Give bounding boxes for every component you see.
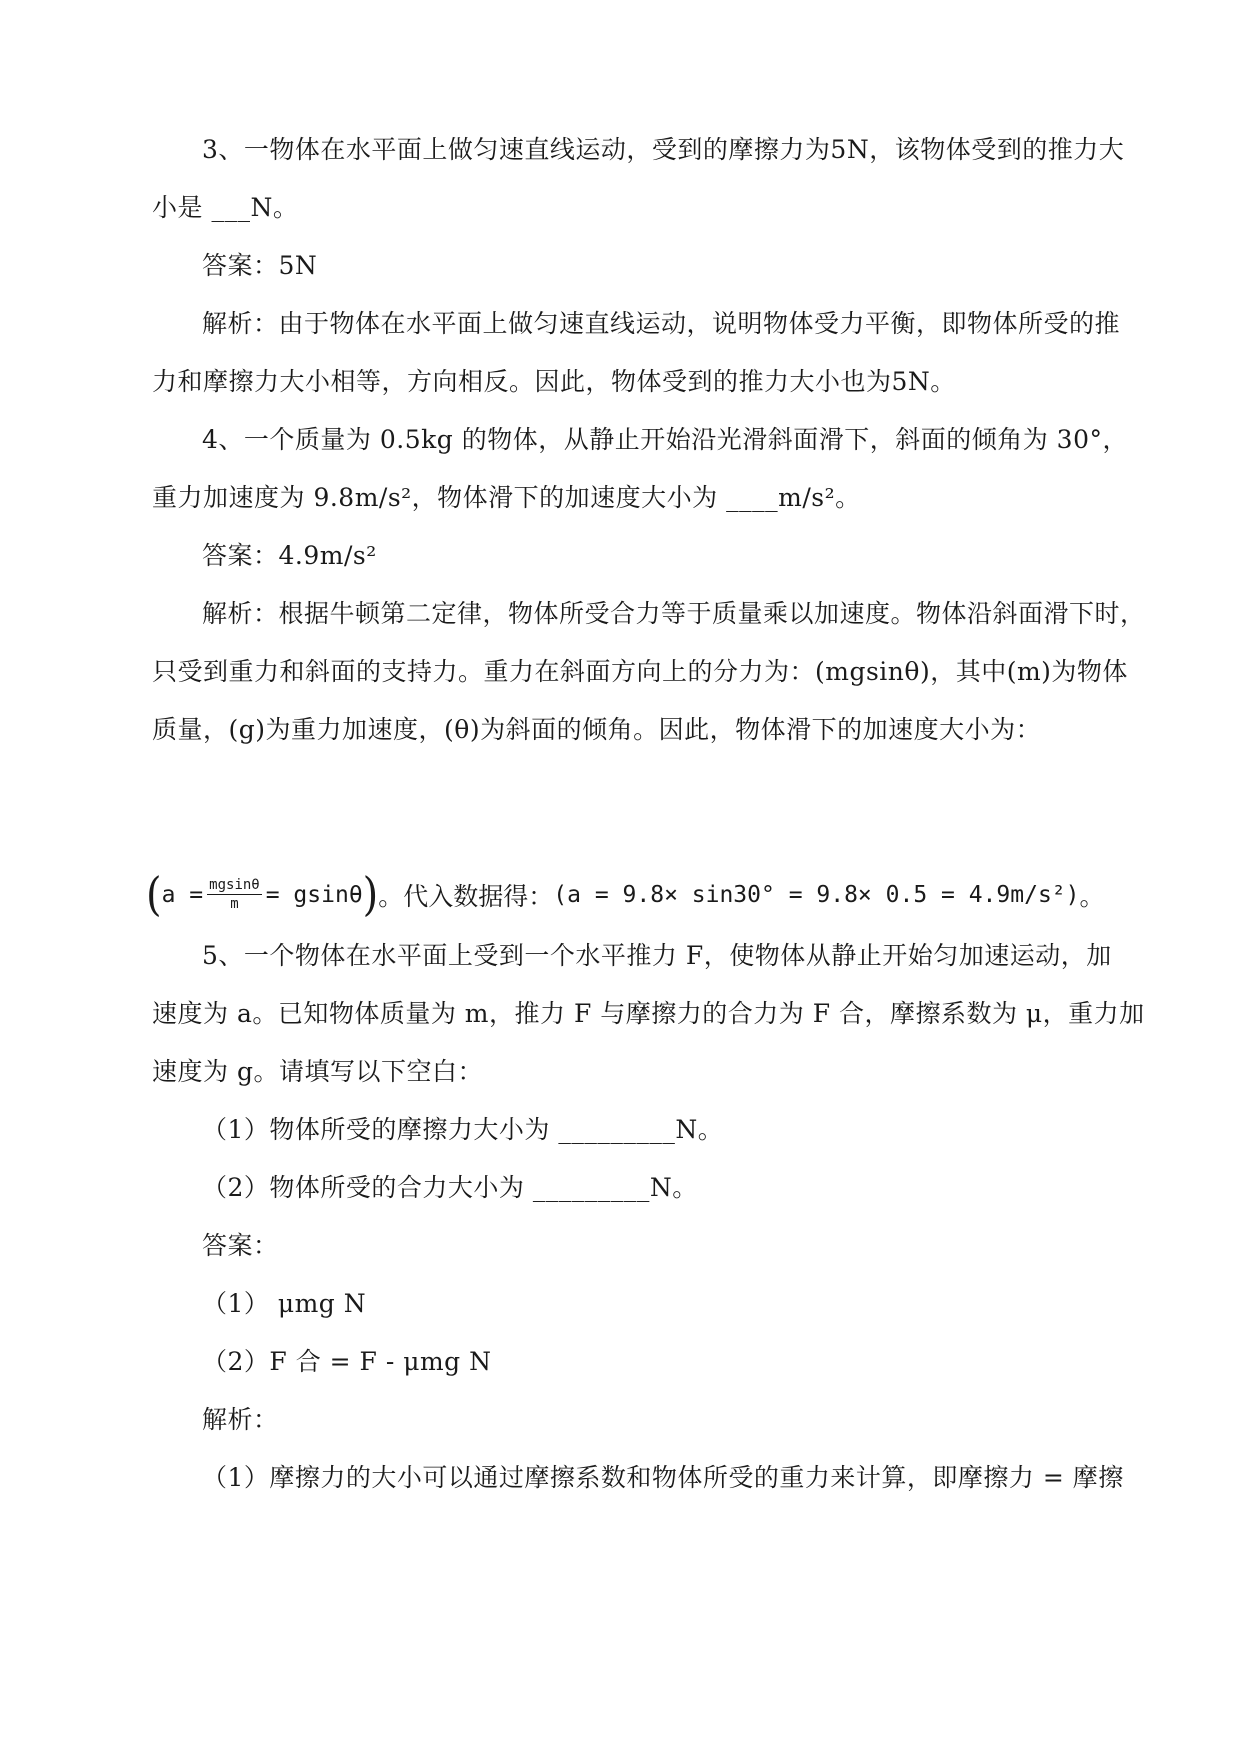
q5-text-line-2: 速度为 a。已知物体质量为 m，推力 F 与摩擦力的合力为 F 合，摩擦系数为 μ，重力加 [152,999,1145,1028]
q3-analysis-line-2: 力和摩擦力大小相等，方向相反。因此，物体受到的推力大小也为5N。 [152,367,956,396]
fraction-numerator: mgsinθ [209,877,260,893]
q4-answer: 答案：4.9m/s² [202,541,377,570]
q3-text-line-2: 小是 ___N。 [152,193,299,222]
q3-text-line-1: 3、一物体在水平面上做匀速直线运动，受到的摩擦力为5N，该物体受到的推力大 [202,135,1125,164]
q4-analysis-line-2: 只受到重力和斜面的支持力。重力在斜面方向上的分力为：(mgsinθ)，其中(m)为物体 [152,657,1128,686]
q5-analysis-line-1: （1）摩擦力的大小可以通过摩擦系数和物体所受的重力来计算，即摩擦力 = 摩擦 [202,1463,1124,1492]
equation-end: 。 [1079,882,1105,911]
q5-text-line-3: 速度为 g。请填写以下空白： [152,1057,483,1086]
equation-fraction [207,877,262,913]
q3-answer: 答案：5N [202,251,318,280]
equation-close-paren: ) [362,868,379,922]
equation-tail-text: 。代入数据得： [378,882,554,911]
q5-text-line-1: 5、一个物体在水平面上受到一个水平推力 F，使物体从静止开始匀加速运动，加 [202,941,1112,970]
q5-blank-1: （1）物体所受的摩擦力大小为 _________N。 [202,1115,724,1144]
equation-substitution: (a = 9.8× sin30° = 9.8× 0.5 = 4.9m/s²) [553,882,1080,908]
q5-analysis-label: 解析： [202,1405,279,1434]
fraction-denominator: m [230,896,239,912]
q5-blank-2: （2）物体所受的合力大小为 _________N。 [202,1173,698,1202]
q5-answer-2: （2）F 合 = F - μmg N [202,1347,492,1376]
q3-analysis-line-1: 解析：由于物体在水平面上做匀速直线运动，说明物体受力平衡，即物体所受的推 [202,309,1121,338]
equation-rhs: = gsinθ [265,882,363,908]
q4-text-line-1: 4、一个质量为 0.5kg 的物体，从静止开始沿光滑斜面滑下，斜面的倾角为 30°， [202,425,1128,454]
equation-lhs: a = [161,882,204,908]
q4-analysis-line-1: 解析：根据牛顿第二定律，物体所受合力等于质量乘以加速度。物体沿斜面滑下时， [202,599,1146,628]
q4-text-line-2: 重力加速度为 9.8m/s²，物体滑下的加速度大小为 ____m/s²。 [152,483,861,512]
equation-open-paren: ( [146,868,162,922]
q5-answer-1: （1） μmg N [202,1289,367,1318]
q4-equation [146,870,1105,920]
q4-analysis-line-3: 质量，(g)为重力加速度，(θ)为斜面的倾角。因此，物体滑下的加速度大小为： [152,715,1042,744]
q5-answer-label: 答案： [202,1231,279,1260]
